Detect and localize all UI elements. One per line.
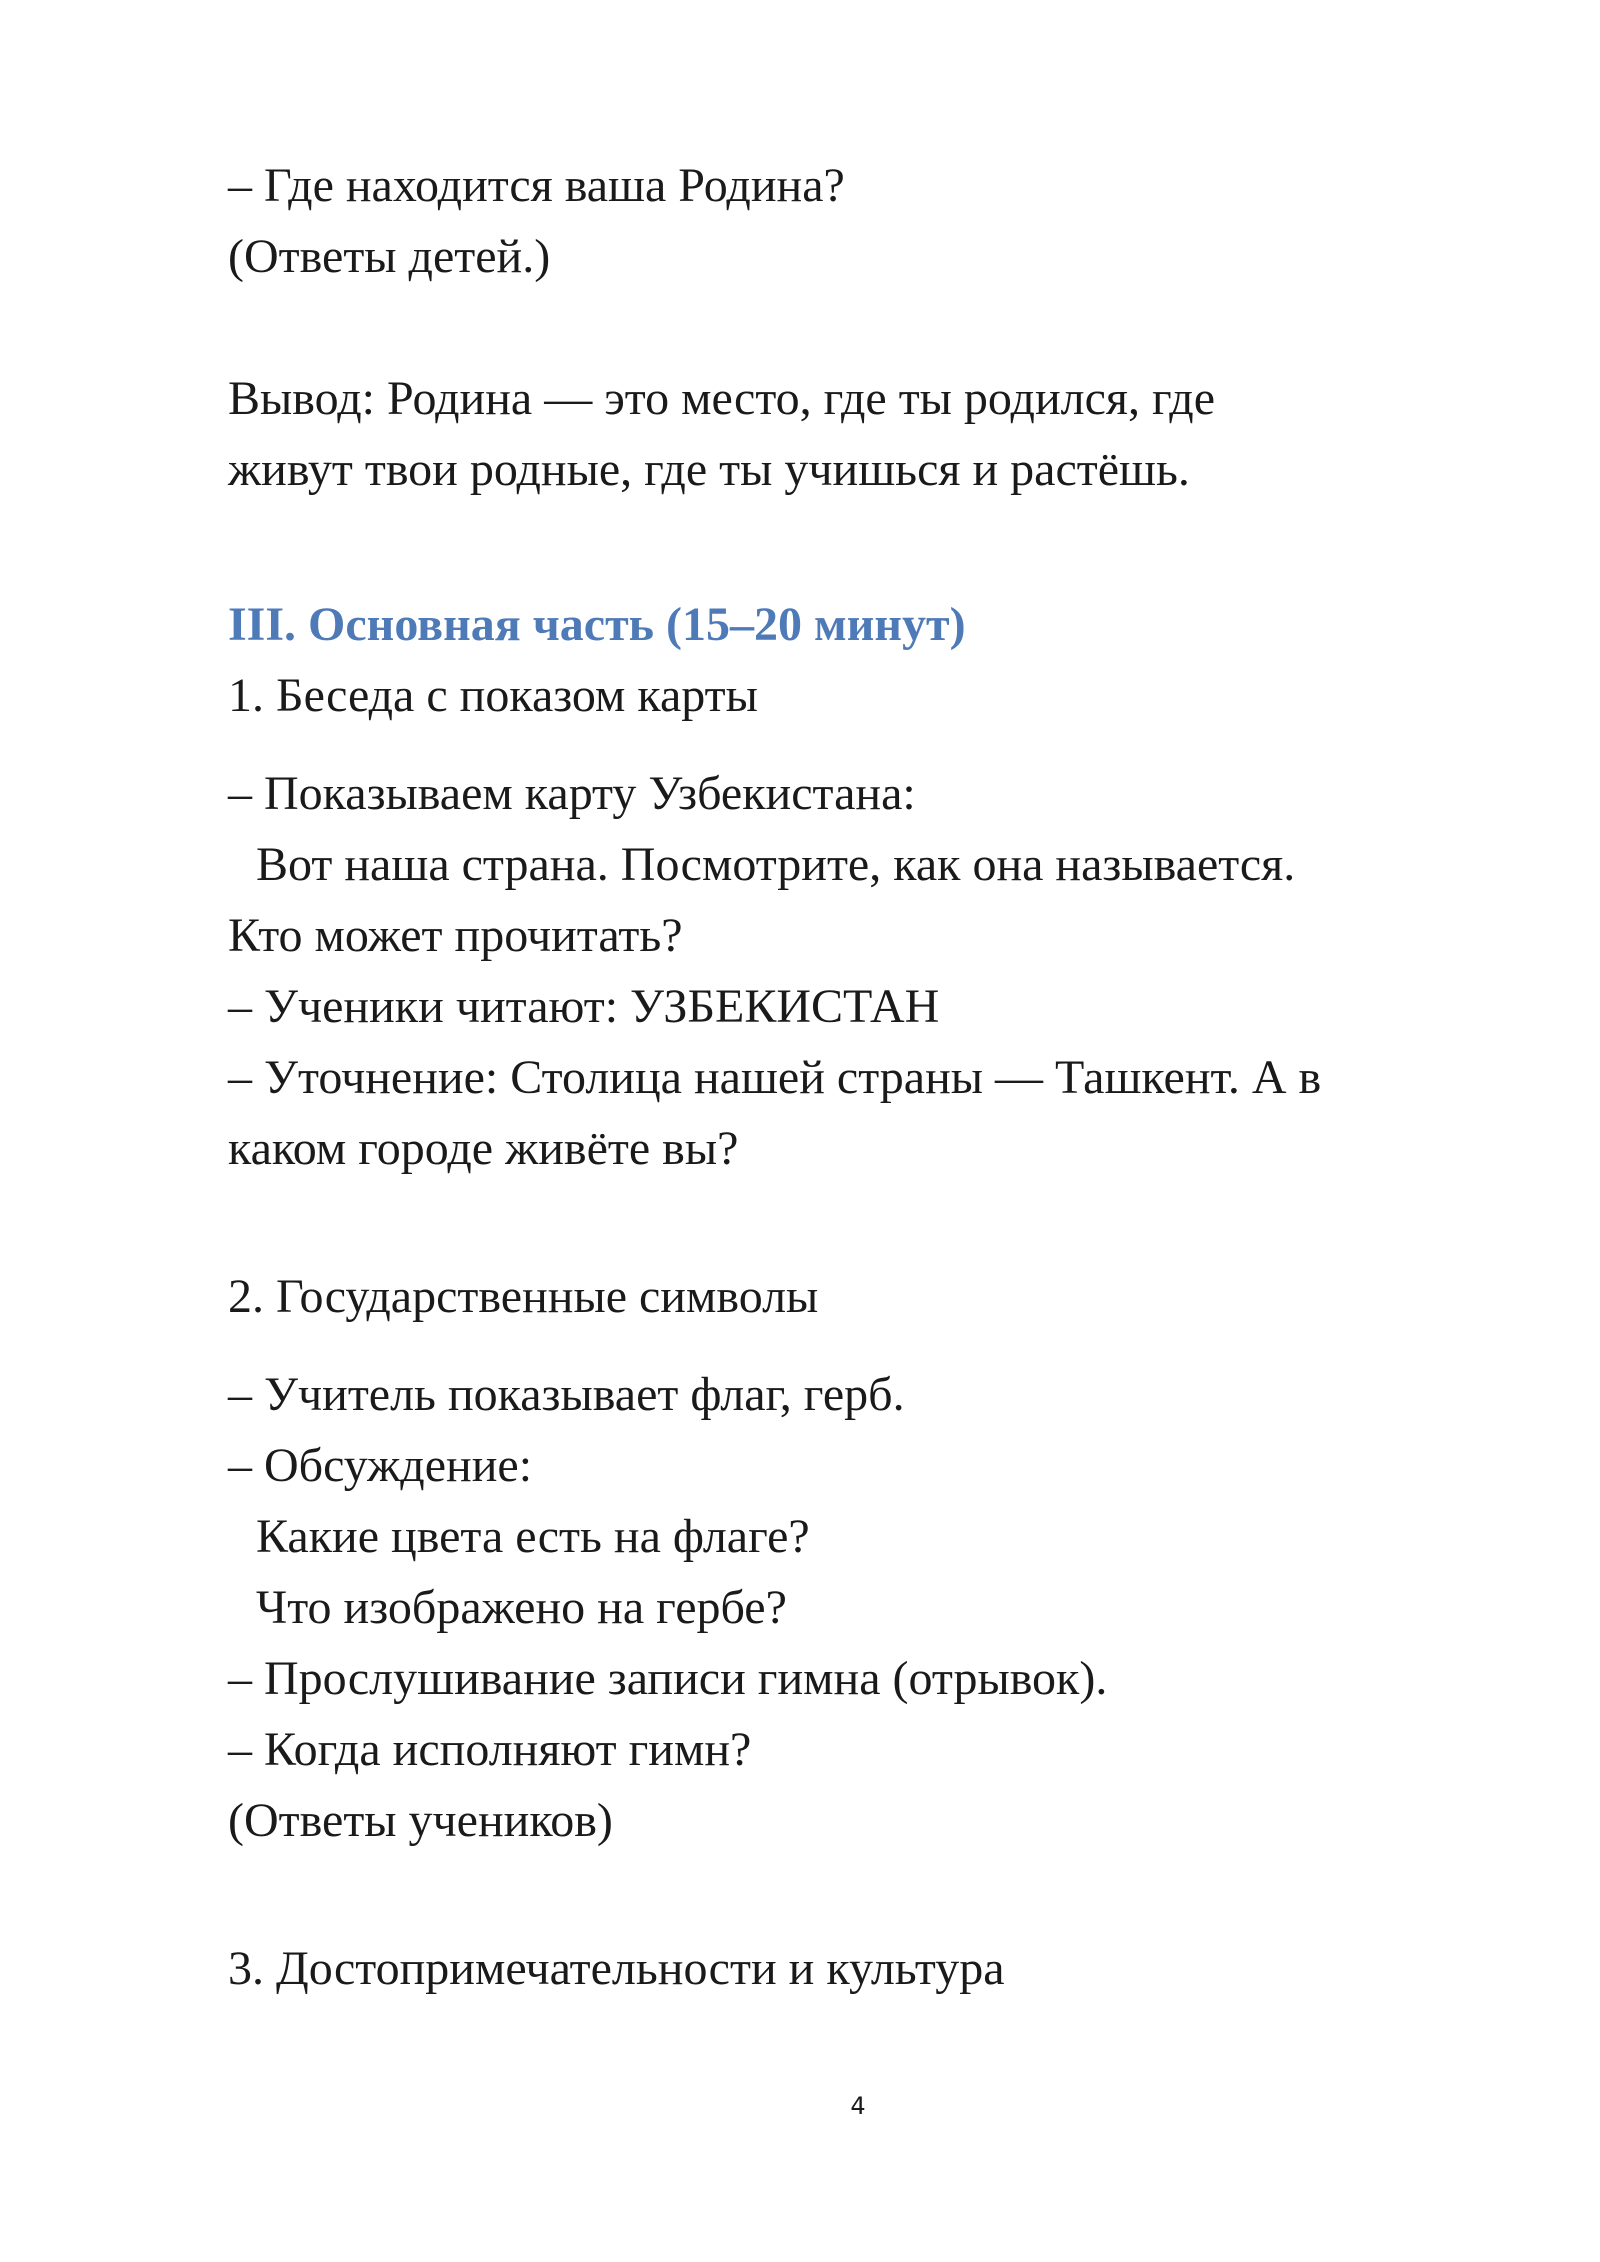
paragraph-line: – Прослушивание записи гимна (отрывок). — [228, 1652, 1108, 1705]
paragraph-line: – Когда исполняют гимн? — [228, 1723, 752, 1776]
subsection-title: 3. Достопримечательности и культура — [228, 1942, 1005, 1995]
subsection-title: 1. Беседа с показом карты — [228, 669, 758, 722]
section-heading: III. Основная часть (15–20 минут) — [228, 598, 966, 651]
paragraph-line: – Учитель показывает флаг, герб. — [228, 1368, 905, 1421]
paragraph-line: – Показываем карту Узбекистана: — [228, 767, 916, 820]
paragraph-line: Что изображено на гербе? — [256, 1581, 787, 1634]
conclusion-line: живут твои родные, где ты учишься и растёшь. — [228, 443, 1190, 496]
paragraph-line: (Ответы учеников) — [228, 1794, 613, 1847]
paragraph-line: – Уточнение: Столица нашей страны — Ташкент. А в — [228, 1051, 1322, 1104]
paragraph-line: – Ученики читают: УЗБЕКИСТАН — [228, 980, 940, 1033]
conclusion-line: Вывод: Родина — это место, где ты родился, где — [228, 372, 1215, 425]
paragraph-line: каком городе живёте вы? — [228, 1122, 739, 1175]
paragraph-line: Какие цвета есть на флаге? — [256, 1510, 810, 1563]
answers-note: (Ответы детей.) — [228, 230, 551, 283]
question-line: – Где находится ваша Родина? — [228, 159, 845, 212]
page-number: 4 — [850, 2092, 866, 2120]
paragraph-line: – Обсуждение: — [228, 1439, 533, 1492]
subsection-title: 2. Государственные символы — [228, 1270, 819, 1323]
paragraph-line: Кто может прочитать? — [228, 909, 683, 962]
paragraph-line: Вот наша страна. Посмотрите, как она называется. — [256, 838, 1296, 891]
document-body — [228, 150, 1528, 2004]
